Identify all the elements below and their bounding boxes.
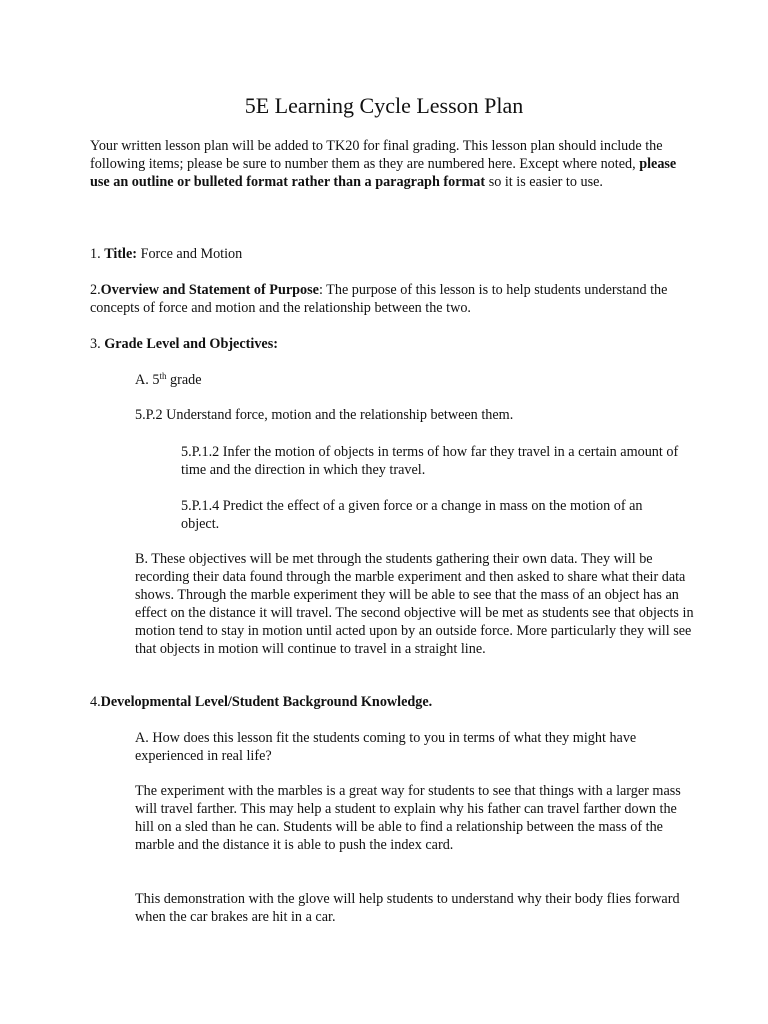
grade-superscript: th xyxy=(159,371,167,381)
background-a-question: A. How does this lesson fit the students coming to you in terms of what they might have experienced in real life? xyxy=(135,730,637,764)
item-3-label: Grade Level and Objectives: xyxy=(104,336,278,352)
item-2-label: Overview and Statement of Purpose xyxy=(100,282,319,298)
item-1-title xyxy=(90,245,690,263)
intro-text-2: so it is easier to use. xyxy=(485,174,603,190)
glove-paragraph: This demonstration with the glove will help students to understand why their body flies forward when the car brakes are hit in a car. xyxy=(135,891,680,925)
standard-5p12: 5.P.1.2 Infer the motion of objects in terms of how far they travel in a certain amount of time and the direction in which they travel. xyxy=(181,444,679,478)
item-3-number: 3. xyxy=(90,336,105,352)
item-2-overview xyxy=(90,281,690,317)
objectives-b-paragraph: B. These objectives will be met through the students gathering their own data. They will be recording their data found through the marble experiment and then asked to share what their data shows. Through the marble experiment they will be able to see that the mass of an object has an effect on the distance it will travel. The second objective will be met as students see that objects in motion tend to stay in motion until acted upon by an outside force. More particularly they will see that objects in motion will continue to travel in a straight line. xyxy=(135,551,694,657)
grade-level xyxy=(135,371,695,389)
item-2-value: : The purpose of this lesson is to help students understand the concepts of force and motion and the relationship between the two. xyxy=(90,282,668,316)
item-1-number: 1. xyxy=(90,246,105,262)
item-4-heading xyxy=(90,693,690,711)
grade-prefix: A. 5 xyxy=(135,372,160,388)
grade-suffix: grade xyxy=(166,372,202,388)
intro-bold-text: please use an outline or bulleted format rather than a paragraph format xyxy=(90,156,677,190)
standard-5p14: 5.P.1.4 Predict the effect of a given force or a change in mass on the motion of an object. xyxy=(181,498,643,532)
standard-5p2: 5.P.2 Understand force, motion and the relationship between them. xyxy=(135,407,514,423)
intro-text-1: Your written lesson plan will be added to TK20 for final grading. This lesson plan should include the following items; please be sure to number them as they are numbered here. Except where noted, xyxy=(90,138,663,172)
page-title: 5E Learning Cycle Lesson Plan xyxy=(244,93,524,118)
marble-paragraph: The experiment with the marbles is a great way for students to see that things with a larger mass will travel farther. This may help a student to explain why his father can travel farther down the hill on a sled than he can. Students will be able to find a relationship between the mass of the marble and the distance it is able to push the index card. xyxy=(135,783,681,853)
item-4-label: Developmental Level/Student Background Knowledge. xyxy=(100,694,433,710)
item-4-number: 4. xyxy=(90,694,101,710)
intro-paragraph xyxy=(90,137,690,191)
item-1-value: Force and Motion xyxy=(137,246,243,262)
item-3-heading xyxy=(90,335,690,353)
item-2-number: 2. xyxy=(90,282,101,298)
item-1-label: Title: xyxy=(104,246,138,262)
